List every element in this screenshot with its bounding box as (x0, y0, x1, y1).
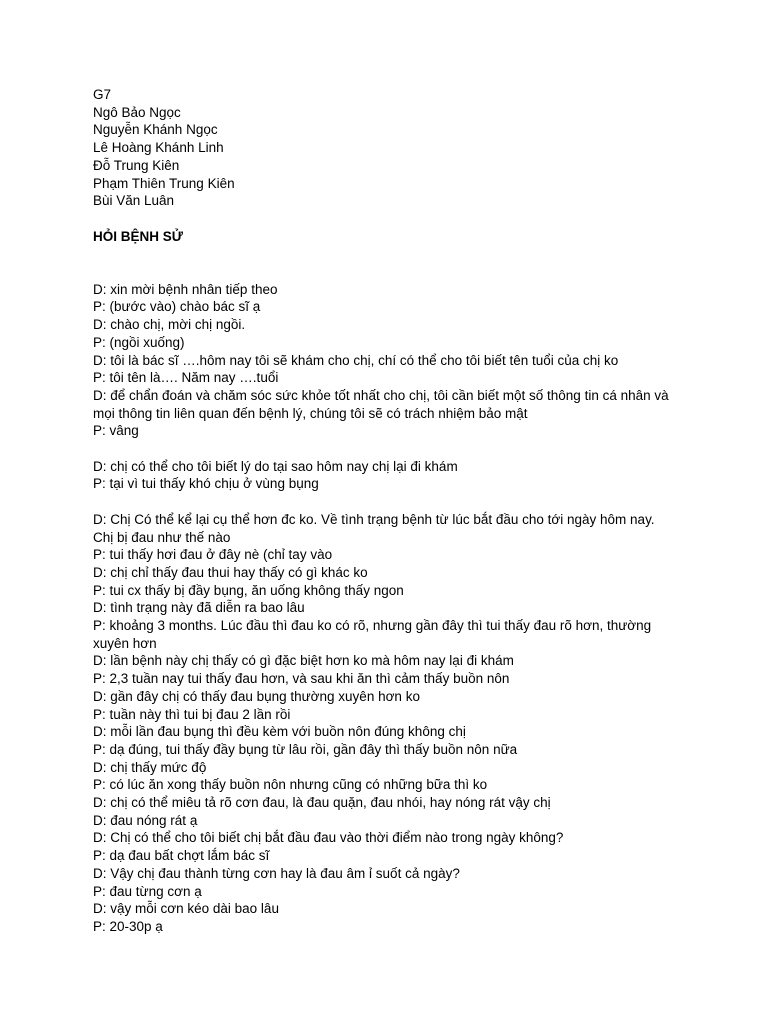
dialogue-line: D: đau nóng rát ạ (93, 812, 198, 828)
dialogue-line: P: 20-30p ạ (93, 918, 163, 934)
document-page (93, 86, 673, 936)
author-name: Lê Hoàng Khánh Linh (93, 140, 224, 156)
group-label: G7 (93, 87, 112, 102)
dialogue-line: D: gần đây chị có thấy đau bụng thường xuyên hơn ko (93, 688, 420, 704)
dialogue-line: D: Chị có thể cho tôi biết chị bắt đầu đau vào thời điểm nào trong ngày không? (93, 830, 564, 846)
dialogue-line: P: 2,3 tuần nay tui thấy đau hơn, và sau khi ăn thì cảm thấy buồn nôn (93, 671, 510, 687)
dialogue-line: D: Vậy chị đau thành từng cơn hay là đau âm ỉ suốt cả ngày? (93, 865, 460, 881)
dialogue-line: D: mỗi lần đau bụng thì đều kèm với buồn nôn đúng không chị (93, 724, 466, 740)
dialogue-line: D: Chị Có thể kể lại cụ thể hơn đc ko. Về tình trạng bệnh từ lúc bắt đầu cho tới ngày hôm nay. Chị bị đau như thế nào (93, 511, 655, 545)
dialogue-line: P: dạ đau bất chợt lắm bác sĩ (93, 848, 270, 864)
dialogue-block (93, 281, 673, 440)
dialogue-line: P: tui thấy hơi đau ở đây nè (chỉ tay vào (93, 547, 333, 563)
dialogue-line: P: tuần này thì tui bị đau 2 lần rồi (93, 706, 291, 722)
dialogue-line: D: lần bệnh này chị thấy có gì đặc biệt hơn ko mà hôm nay lại đi khám (93, 653, 514, 669)
author-name: Bùi Văn Luân (93, 193, 175, 209)
dialogue-line: D: chị có thể miêu tả rõ cơn đau, là đau quặn, đau nhói, hay nóng rát vậy chị (93, 795, 551, 811)
dialogue-line: D: xin mời bệnh nhân tiếp theo (93, 281, 278, 297)
section-heading: HỎI BỆNH SỬ (93, 228, 183, 244)
dialogue-line: D: để chẩn đoán và chăm sóc sức khỏe tốt nhất cho chị, tôi cần biết một số thông tin cá nhân và mọi thông tin liên quan đến bệnh lý, chúng tôi sẽ có trách nhiệm bảo mật (93, 387, 669, 421)
dialogue-line: P: tại vì tui thấy khó chịu ở vùng bụng (93, 476, 319, 492)
dialogue-block (93, 511, 673, 936)
dialogue-line: D: chị có thể cho tôi biết lý do tại sao hôm nay chị lại đi khám (93, 458, 458, 474)
dialogue-line: D: chị thấy mức độ (93, 759, 207, 775)
dialogue-line: P: (ngồi xuống) (93, 334, 185, 350)
dialogue-line: D: chị chỉ thấy đau thui hay thấy có gì khác ko (93, 564, 368, 580)
paragraph-gap (93, 440, 673, 458)
dialogue-line: P: (bước vào) chào bác sĩ ạ (93, 299, 261, 315)
dialogue-line: D: tôi là bác sĩ ….hôm nay tôi sẽ khám cho chị, chí có thể cho tôi biết tên tuổi của chị ko (93, 352, 619, 368)
dialogue-line: P: có lúc ăn xong thấy buồn nôn nhưng cũng có những bữa thì ko (93, 777, 488, 793)
dialogue-line: P: dạ đúng, tui thấy đầy bụng từ lâu rồi, gần đây thì thấy buồn nôn nữa (93, 741, 518, 757)
dialogue-line: P: tui cx thấy bị đầy bụng, ăn uống không thấy ngon (93, 582, 404, 598)
author-name: Phạm Thiên Trung Kiên (93, 175, 235, 191)
author-name: Nguyễn Khánh Ngọc (93, 122, 218, 138)
dialogue-line: P: vâng (93, 423, 139, 439)
dialogue-line: D: tình trạng này đã diễn ra bao lâu (93, 600, 305, 616)
dialogue-line: D: vậy mỗi cơn kéo dài bao lâu (93, 901, 279, 917)
author-name: Đỗ Trung Kiên (93, 157, 180, 173)
author-name: Ngô Bảo Ngọc (93, 104, 181, 120)
dialogue-line: P: đau từng cơn ạ (93, 883, 202, 899)
paragraph-gap (93, 493, 673, 511)
dialogue-block (93, 458, 673, 493)
author-list (93, 86, 673, 210)
dialogue-line: D: chào chị, mời chị ngồi. (93, 317, 246, 333)
dialogue-line: P: khoảng 3 months. Lúc đầu thì đau ko có rõ, nhưng gần đây thì tui thấy đau rõ hơn, thường xuyên hơn (93, 618, 652, 651)
dialogue-line: P: tôi tên là…. Năm nay ….tuổi (93, 370, 279, 386)
